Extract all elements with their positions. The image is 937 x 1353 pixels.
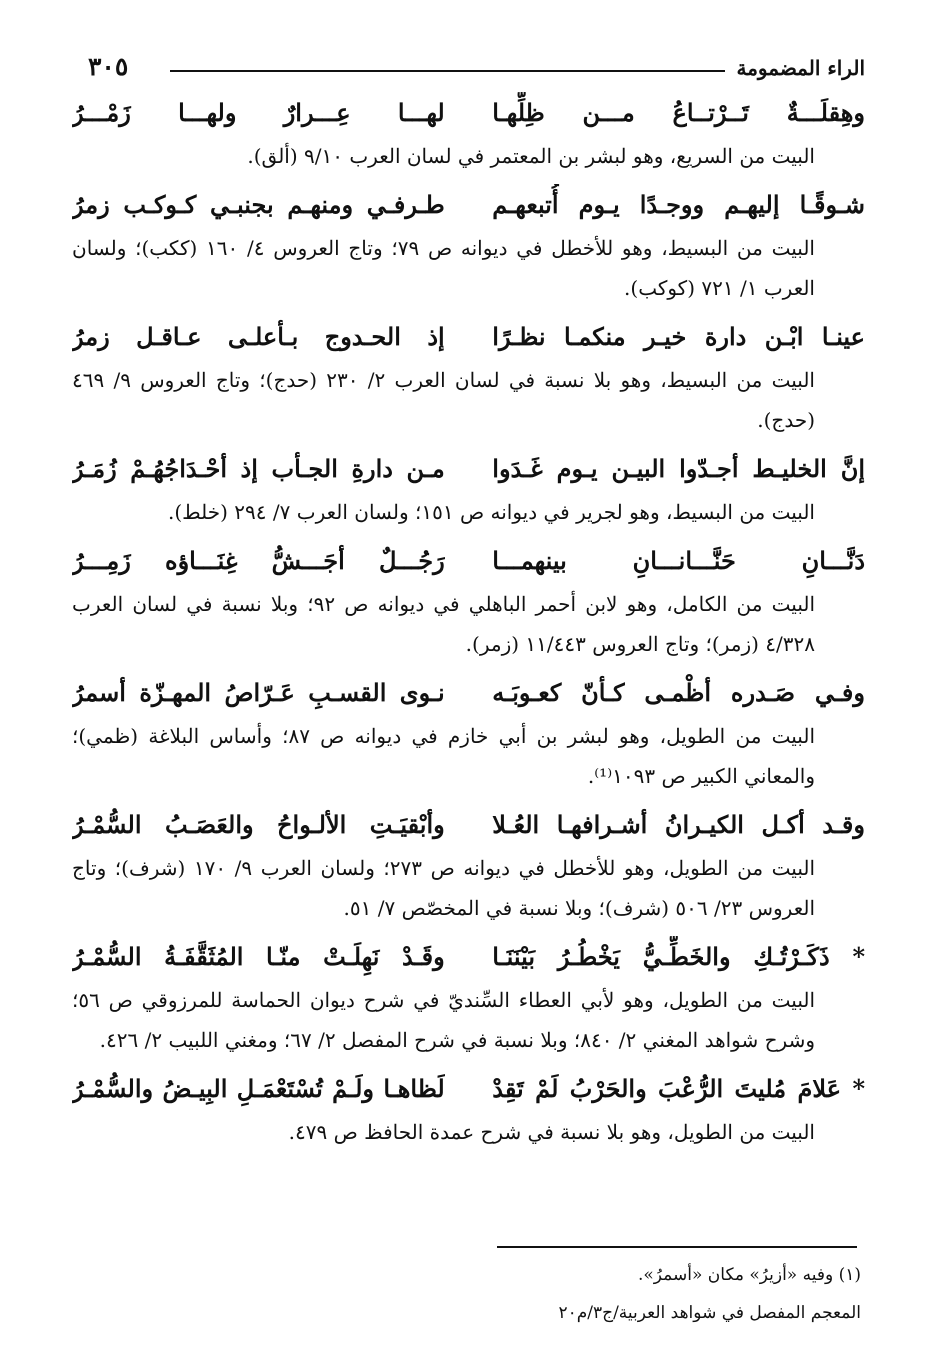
verse-entry xyxy=(72,804,865,928)
verse-entry xyxy=(72,672,865,796)
verse-commentary: البيت من الطويل، وهو لأبي العطاء السِّنديّ في شرح ديوان الحماسة للمرزوقي ص ٥٦؛ وشرح شواهد المغني ٢/ ٨٤٠؛ وبلا نسبة في شرح المفصل ٢/ ٦٧؛ ومغني اللبيب ٢/ ٤٢٦. xyxy=(72,988,815,1052)
second-hemistich: إذ الحـدوج بـأعلـى عـاقـل زمرُ xyxy=(72,322,445,351)
first-hemistich: عينـا ابْـن دارة خيـر منكمـا نظـرًا xyxy=(492,322,865,351)
first-hemistich: إنَّ الخليـط أجـدّوا البيـن يـوم غَـدَوا xyxy=(492,454,865,483)
verse-entry xyxy=(72,936,865,1060)
verse-line xyxy=(72,804,865,848)
book-signature: المعجم المفصل في شواهد العربية/ج٣/م٢٠ xyxy=(558,1303,861,1323)
page-header xyxy=(88,52,865,88)
header-rule xyxy=(170,70,725,72)
verse-commentary: البيت من الكامل، وهو لابن أحمر الباهلي في ديوانه ص ٩٢؛ وبلا نسبة في لسان العرب ٤/٣٢٨ (زمر)؛ وتاج العروس ١١/٤٤٣ (زمر). xyxy=(72,592,816,656)
verse-entry xyxy=(72,540,865,664)
verse-entry xyxy=(72,92,865,176)
verse-entry xyxy=(72,184,865,308)
verse-line xyxy=(72,1068,865,1112)
verse-entry xyxy=(72,1068,865,1152)
second-hemistich: رَجُـــلٌ أجَـــشُّ غِنَـــاؤه زَمِـــرُ xyxy=(72,546,445,575)
verse-list xyxy=(72,92,865,1160)
verse-line xyxy=(72,540,865,584)
verse-commentary: البيت من البسيط، وهو لجرير في ديوانه ص ١٥١؛ ولسان العرب ٧/ ٢٩٤ (خلط). xyxy=(168,500,815,524)
second-hemistich: مـن دارةِ الجـأب إذ أحْـدَاجُهُـمْ زُمَـرُ xyxy=(72,454,445,483)
verse-commentary: البيت من الطويل، وهو لبشر بن أبي خازم في ديوانه ص ٨٧؛ وأساس البلاغة (ظمي)؛ والمعاني الكبير ص ١٠٩٣⁽¹⁾. xyxy=(72,724,815,788)
verse-commentary: البيت من الطويل، وهو للأخطل في ديوانه ص ٢٧٣؛ ولسان العرب ٩/ ١٧٠ (شرف)؛ وتاج العروس ٢٣/ ٥٠٦ (شرف)؛ وبلا نسبة في المخصّص ٧/ ٥١. xyxy=(72,856,815,920)
verse-line xyxy=(72,448,865,492)
second-hemistich: وأبْقيَـتِ الألـواحُ والعَصَـبُ السُّمْـرُ xyxy=(72,810,445,839)
page-number: ٣٠٥ xyxy=(88,52,129,81)
verse-commentary: البيت من الطويل، وهو بلا نسبة في شرح عمدة الحافظ ص ٤٧٩. xyxy=(288,1120,815,1144)
second-hemistich: نـوى القسـبِ عَـرّاصُ المهـزّة أسمرُ xyxy=(72,678,445,707)
first-hemistich: * ذَكَـرْتُـكِ والخَطِّـيُّ يَخْطُـرُ بَيْنَنَـا xyxy=(492,942,865,971)
footnote: (١) وفيه «أزيرُ» مكان «أسمرُ». xyxy=(638,1265,861,1285)
second-hemistich: لَظاهـا ولَـمْ تُسْتَعْمَـلِ البِيـضُ والسُّمْـرُ xyxy=(72,1074,445,1103)
verse-line xyxy=(72,92,865,136)
first-hemistich: وفـي صَـدره أظْمـى كـأنّ كعـوبَـه xyxy=(492,678,865,707)
second-hemistich: طـرفـي ومنهـم بجنبـي كـوكـب زمرُ xyxy=(72,190,445,219)
footnote-rule xyxy=(497,1246,857,1248)
first-hemistich: دَنَّـــانِ حَنَّـــانـــانِ بينهمـــا xyxy=(492,546,865,575)
verse-line xyxy=(72,184,865,228)
verse-entry xyxy=(72,448,865,532)
verse-line xyxy=(72,672,865,716)
verse-commentary: البيت من السريع، وهو لبشر بن المعتمر في لسان العرب ٩/١٠ (ألق). xyxy=(247,144,815,168)
verse-entry xyxy=(72,316,865,440)
chapter-title: الراء المضمومة xyxy=(736,56,865,80)
first-hemistich: * عَلامَ مُليتَ الرُّعْبَ والحَرْبُ لَمْ تَقِدْ xyxy=(492,1074,865,1103)
verse-commentary: البيت من البسيط، وهو بلا نسبة في لسان العرب ٢/ ٢٣٠ (حدج)؛ وتاج العروس ٩/ ٤٦٩ (حدج). xyxy=(72,368,815,432)
first-hemistich: شـوقًـا إليهـم ووجـدًا يـوم أُتبعهـم xyxy=(492,190,865,219)
first-hemistich: وهِقلَـــةٌ تَــرْتــاعُ مـــن ظِلِّهـا xyxy=(492,98,865,127)
verse-line xyxy=(72,316,865,360)
first-hemistich: وقـد أكـل الكيـرانُ أشـرافهـا العُـلا xyxy=(492,810,865,839)
second-hemistich: لهـــا عِـــرارٌ ولهـــا زَمْـــرُ xyxy=(72,98,445,127)
verse-commentary: البيت من البسيط، وهو للأخطل في ديوانه ص ٧٩؛ وتاج العروس ٤/ ١٦٠ (ككب)؛ ولسان العرب ١/ ٧٢١ (كوكب). xyxy=(72,236,815,300)
verse-line xyxy=(72,936,865,980)
second-hemistich: وقَـدْ نَهِلَـتْ منّـا المُثَقَّفَـةُ السُّمْـرُ xyxy=(72,942,445,971)
